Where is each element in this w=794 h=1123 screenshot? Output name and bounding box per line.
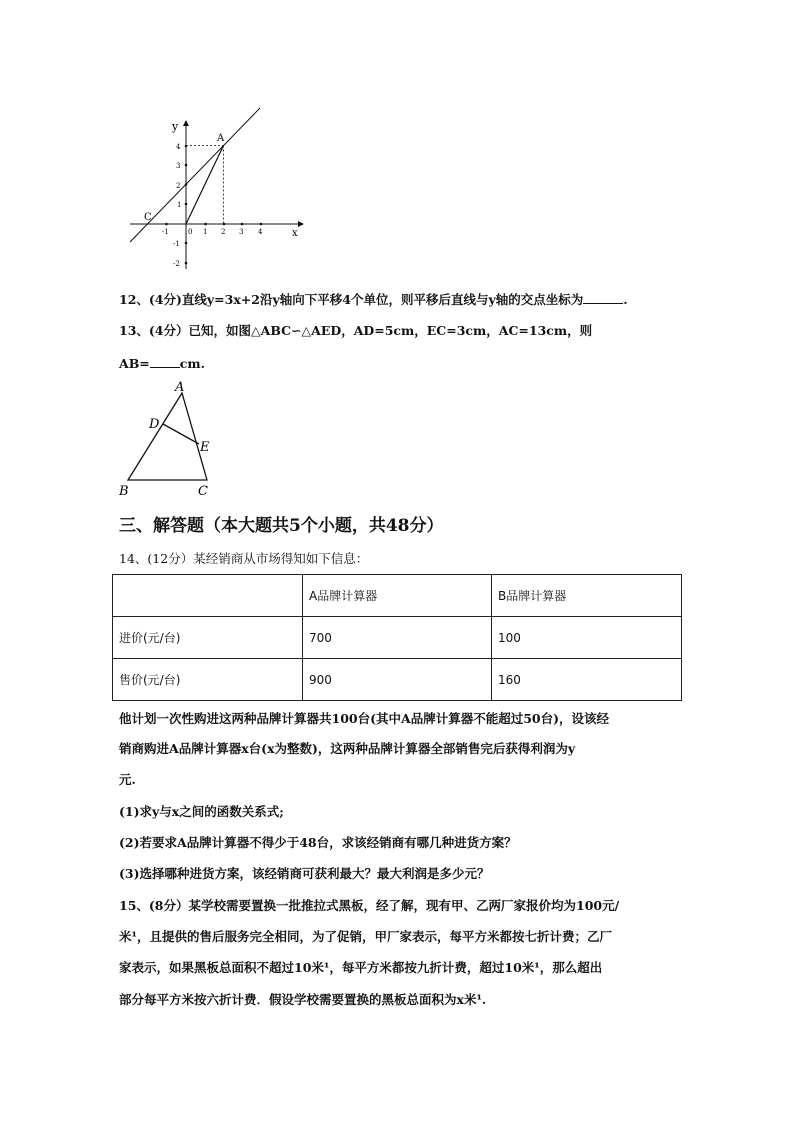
question-15-line-2: 米¹，且提供的售后服务完全相同，为了促销，甲厂家表示，每平方米都按七折计费；乙厂 [119, 929, 612, 944]
coordinate-graph [120, 100, 310, 272]
point-a-label: A [217, 133, 225, 144]
question-15-line-3: 家表示，如果黑板总面积不超过10米¹，每平方米都按九折计费，超过10米¹，那么超出 [119, 960, 603, 975]
question-12-end: . [623, 292, 628, 307]
segment-oa [186, 146, 224, 225]
vertex-d-label: D [149, 417, 160, 432]
question-13-ab: AB= [119, 356, 150, 371]
section-3-heading: 三、解答题（本大题共5个小题，共48分） [119, 516, 444, 536]
y-tick-label: 4 [176, 143, 181, 151]
table-cell: 100 [492, 617, 682, 659]
question-13: 13、(4分）已知，如图△ABC∽△AED，AD=5cm，EC=3cm，AC=13cm，则 [119, 323, 593, 338]
x-tick-label: 2 [221, 228, 226, 236]
y-axis-label: y [172, 120, 179, 133]
x-tick-label: 3 [239, 228, 244, 236]
triangle-abc [128, 393, 207, 480]
price-table [112, 574, 682, 701]
y-tick-dot [185, 164, 188, 167]
x-tick-dot [204, 223, 207, 226]
point-c-label: C [144, 212, 152, 223]
table-cell: 售价(元/台) [113, 659, 303, 701]
question-15-line-1: 15、(8分）某学校需要置换一批推拉式黑板，经了解，现有甲、乙两厂家报价均为100元/ [119, 898, 620, 913]
table-cell: 700 [303, 617, 492, 659]
y-tick-label: 2 [176, 182, 181, 190]
question-13-unit: cm. [179, 356, 205, 371]
table-header-a: A品牌计算器 [303, 575, 492, 617]
answer-blank [150, 355, 180, 368]
table-cell: 900 [303, 659, 492, 701]
y-tick-dot [185, 262, 188, 265]
vertex-e-label: E [200, 440, 210, 455]
table-cell [113, 575, 303, 617]
vertex-b-label: B [119, 484, 129, 499]
y-tick-dot [185, 145, 188, 148]
table-row [113, 659, 682, 701]
x-axis-arrow [298, 221, 304, 227]
x-tick-dot [223, 223, 226, 226]
question-14-sub-2: (2)若要求A品牌计算器不得少于48台，求该经销商有哪几种进货方案？ [119, 835, 517, 850]
question-12 [119, 291, 628, 308]
question-13-line2 [119, 355, 205, 372]
table-row [113, 617, 682, 659]
y-tick-dot [185, 242, 188, 245]
question-14-sub-1: (1)求y与x之间的函数关系式; [119, 804, 284, 819]
x-tick-label: 0 [188, 228, 193, 236]
vertex-a-label: A [175, 380, 185, 395]
question-14-intro: 14、(12分）某经销商从市场得知如下信息： [119, 551, 369, 566]
x-axis-label: x [292, 228, 298, 239]
x-tick-label: -1 [162, 228, 169, 236]
y-tick-label: 1 [177, 201, 182, 209]
question-14-sub-3: (3)选择哪种进货方案，该经销商可获利最大？最大利润是多少元？ [119, 866, 490, 881]
y-tick-label: -2 [173, 260, 180, 268]
x-tick-dot [260, 223, 263, 226]
table-cell: 160 [492, 659, 682, 701]
x-tick-dot [165, 223, 168, 226]
table-cell: 进价(元/台) [113, 617, 303, 659]
x-tick-label: 4 [258, 228, 263, 236]
vertex-c-label: C [198, 484, 208, 499]
question-14-para-2: 销商购进A品牌计算器x台(x为整数)，这两种品牌计算器全部销售完后获得利润为y [119, 741, 576, 756]
table-header-b: B品牌计算器 [492, 575, 682, 617]
y-tick-dot [185, 203, 188, 206]
x-tick-label: 1 [203, 228, 208, 236]
y-tick-label: -1 [173, 240, 180, 248]
y-axis-arrow [183, 120, 189, 126]
table-row [113, 575, 682, 617]
x-tick-dot [241, 223, 244, 226]
triangle-figure [115, 378, 225, 500]
question-15-line-4: 部分每平方米按六折计费．假设学校需要置换的黑板总面积为x米¹. [119, 992, 487, 1007]
question-14-para-3: 元. [119, 772, 136, 787]
answer-blank [583, 291, 623, 304]
question-12-text: 12、(4分)直线y=3x+2沿y轴向下平移4个单位，则平移后直线与y轴的交点坐标为 [119, 292, 584, 307]
question-14-para-1: 他计划一次性购进这两种品牌计算器共100台(其中A品牌计算器不能超过50台)，设该经 [119, 711, 610, 726]
y-tick-label: 3 [176, 162, 181, 170]
